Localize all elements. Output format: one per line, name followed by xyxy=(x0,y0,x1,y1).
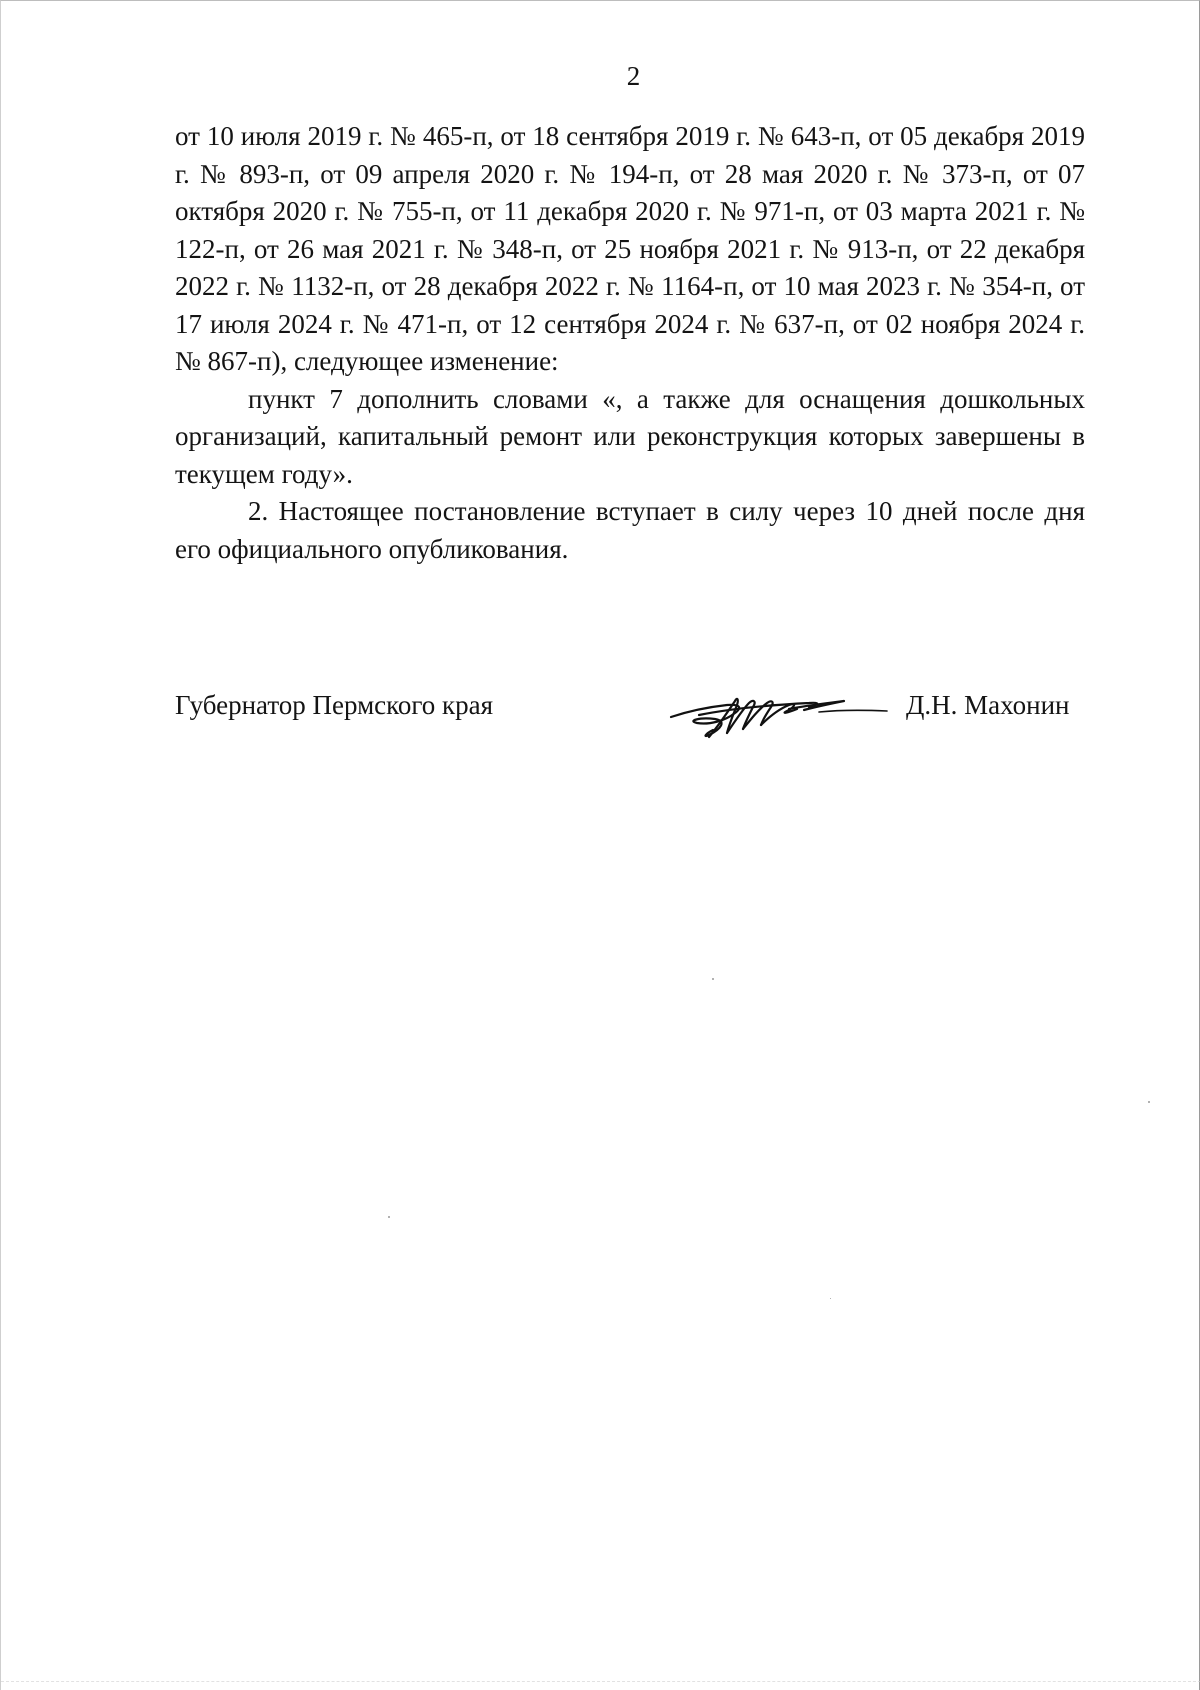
signatory-position: Губернатор Пермского края xyxy=(175,690,494,720)
page-number: 2 xyxy=(626,61,641,91)
paragraph-amendment-list: от 10 июля 2019 г. № 465-п, от 18 сентября 2019 г. № 643-п, от 05 декабря 2019 г. № 893-п, от 09 апреля 2020 г. № 194-п, от 28 мая 2020 г. № 373-п, от 07 октября 2020 г. № 755-п, от 11 декабря 2020 г. № 971-п, от 03 марта 2021 г. № 122-п, от 26 мая 2021 г. № 348-п, от 25 ноября 2021 г. № 913-п, от 22 декабря 2022 г. № 1132-п, от 28 декабря 2022 г. № 1164-п, от 10 мая 2023 г. № 354-п, от 17 июля 2024 г. № 471-п, от 12 сентября 2024 г. № 637-п, от 02 ноября 2024 г. № 867-п), следующее изменение: xyxy=(175,121,1085,376)
signatory-name: Д.Н. Махонин xyxy=(906,690,1070,720)
document-body xyxy=(175,118,1085,568)
scan-speck xyxy=(1148,1101,1150,1103)
signature-block xyxy=(1,685,1200,745)
paragraph-effective-date: 2. Настоящее постановление вступает в силу через 10 дней после дня его официального опубликования. xyxy=(175,496,1085,564)
paragraph-item-7-change: пункт 7 дополнить словами «, а также для оснащения дошкольных организаций, капитальный ремонт или реконструкция которых завершены в текущем году». xyxy=(175,383,1085,489)
scan-edge xyxy=(1,1681,1200,1690)
scan-speck xyxy=(830,1298,831,1299)
handwritten-signature xyxy=(669,685,889,745)
scan-speck xyxy=(712,978,714,980)
scan-speck xyxy=(388,1216,390,1218)
